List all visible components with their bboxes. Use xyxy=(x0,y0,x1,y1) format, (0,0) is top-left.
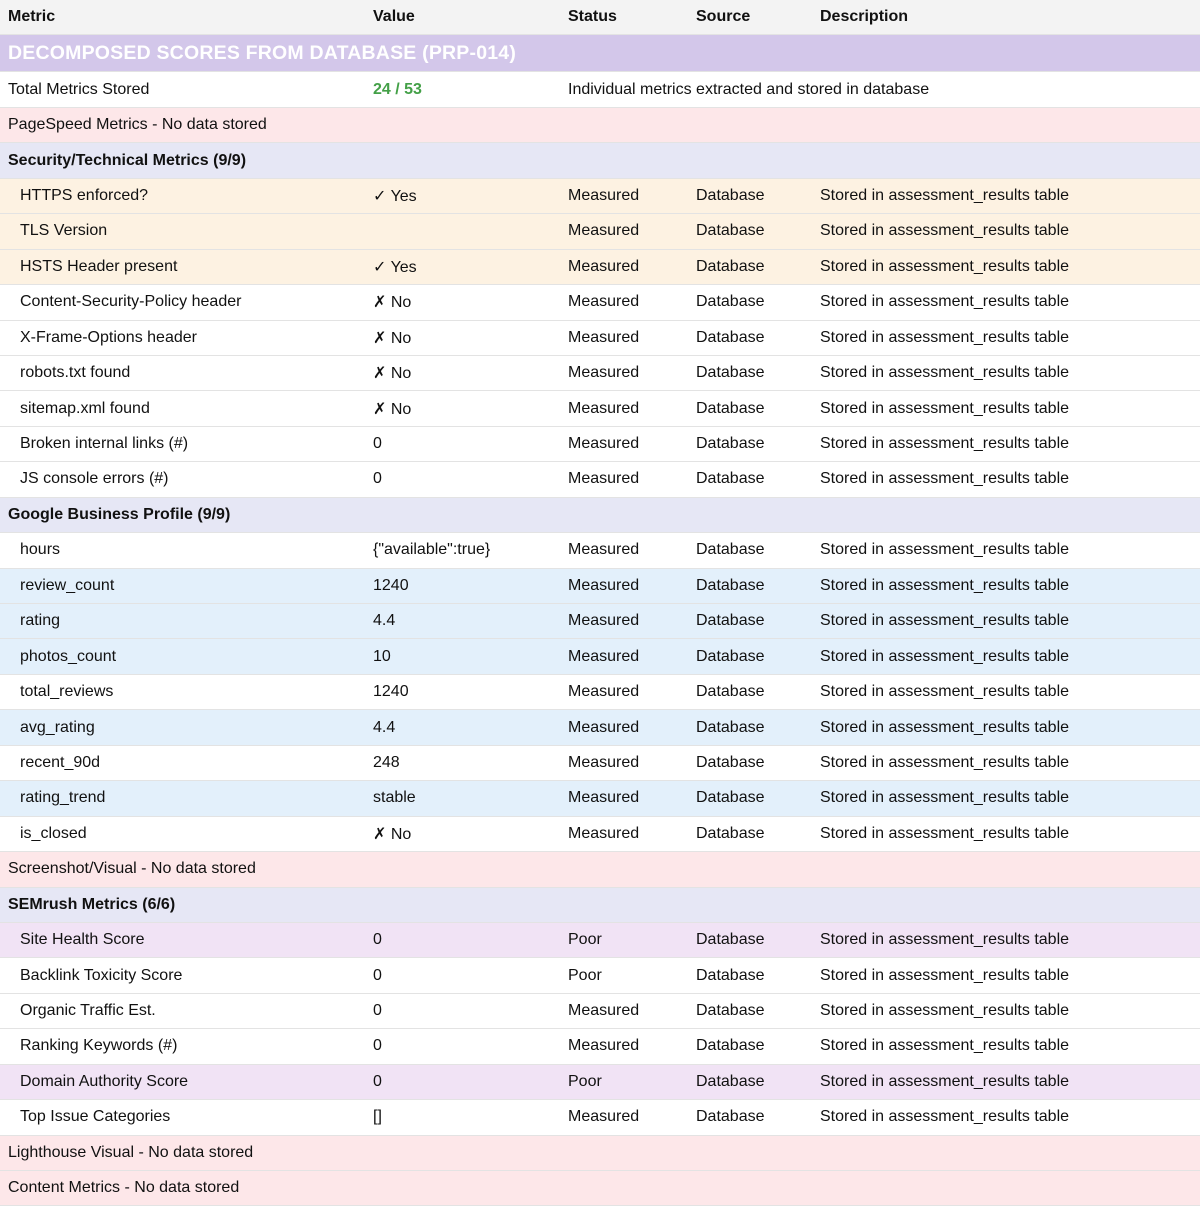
table-row xyxy=(0,746,1200,781)
table-row xyxy=(0,639,1200,674)
cell-value: 10 xyxy=(373,647,391,665)
cell-status: Measured xyxy=(568,470,640,488)
table-row xyxy=(0,675,1200,710)
nodata-row-pagespeed xyxy=(0,108,1200,143)
cell-description: Stored in assessment_results table xyxy=(820,1108,1070,1126)
cell-source: Database xyxy=(696,683,765,701)
col-header-value[interactable]: Value xyxy=(373,8,415,26)
cell-description: Stored in assessment_results table xyxy=(820,399,1070,417)
cell-metric: Site Health Score xyxy=(20,931,145,949)
table-row xyxy=(0,250,1200,285)
cell-status: Measured xyxy=(568,293,640,311)
cell-description: Stored in assessment_results table xyxy=(820,647,1070,665)
cell-metric: Top Issue Categories xyxy=(20,1108,171,1126)
banner-row xyxy=(0,35,1200,72)
table-row xyxy=(0,285,1200,320)
section-row-semrush xyxy=(0,888,1200,923)
cell-value: 4.4 xyxy=(373,612,396,630)
cell-source: Database xyxy=(696,328,765,346)
cell-metric: hours xyxy=(20,541,61,559)
section-row-security xyxy=(0,143,1200,178)
cell-value: 0 xyxy=(373,470,382,488)
table-row xyxy=(0,356,1200,391)
cell-metric: Domain Authority Score xyxy=(20,1072,189,1090)
cell-value: ✗ No xyxy=(373,294,412,312)
cell-description: Stored in assessment_results table xyxy=(820,293,1070,311)
cell-value: 0 xyxy=(373,1037,382,1055)
cell-value: 1240 xyxy=(373,683,409,701)
col-header-description[interactable]: Description xyxy=(820,8,909,26)
cell-description: Stored in assessment_results table xyxy=(820,612,1070,630)
table-header xyxy=(0,0,1200,35)
cell-description: Stored in assessment_results table xyxy=(820,718,1070,736)
cell-value: 248 xyxy=(373,753,400,771)
cell-source: Database xyxy=(696,931,765,949)
table-row xyxy=(0,321,1200,356)
cell-source: Database xyxy=(696,257,765,275)
cell-source: Database xyxy=(696,718,765,736)
cell-metric: JS console errors (#) xyxy=(20,470,169,488)
cell-source: Database xyxy=(696,1037,765,1055)
cell-metric: total_reviews xyxy=(20,683,114,701)
cell-metric: rating xyxy=(20,612,61,630)
table-row xyxy=(0,781,1200,816)
cell-description: Stored in assessment_results table xyxy=(820,931,1070,949)
col-header-source[interactable]: Source xyxy=(696,8,751,26)
nodata-row-lighthouse xyxy=(0,1136,1200,1171)
cell-description: Stored in assessment_results table xyxy=(820,683,1070,701)
cell-status: Measured xyxy=(568,576,640,594)
cell-metric: robots.txt found xyxy=(20,364,131,382)
cell-value: 0 xyxy=(373,1002,382,1020)
table-row xyxy=(0,427,1200,462)
cell-source: Database xyxy=(696,470,765,488)
table-row xyxy=(0,462,1200,497)
cell-metric: Content-Security-Policy header xyxy=(20,293,242,311)
cell-source: Database xyxy=(696,293,765,311)
cell-metric: HTTPS enforced? xyxy=(20,186,149,204)
cell-metric: TLS Version xyxy=(20,222,108,240)
col-header-metric[interactable]: Metric xyxy=(8,8,56,26)
cell-status: Measured xyxy=(568,364,640,382)
table-row xyxy=(0,604,1200,639)
summary-value: 24 / 53 xyxy=(373,80,422,98)
table-row xyxy=(0,214,1200,249)
cell-metric: X-Frame-Options header xyxy=(20,328,197,346)
cell-source: Database xyxy=(696,435,765,453)
cell-status: Measured xyxy=(568,257,640,275)
table-row xyxy=(0,994,1200,1029)
summary-row xyxy=(0,72,1200,107)
cell-metric: Ranking Keywords (#) xyxy=(20,1037,178,1055)
section-title: SEMrush Metrics (6/6) xyxy=(8,895,176,913)
cell-value: [] xyxy=(373,1108,382,1126)
table-row xyxy=(0,1100,1200,1135)
cell-metric: HSTS Header present xyxy=(20,257,178,275)
nodata-label: Content Metrics - No data stored xyxy=(8,1179,240,1197)
cell-value: ✗ No xyxy=(373,365,412,383)
nodata-label: Lighthouse Visual - No data stored xyxy=(8,1143,254,1161)
section-row-gbp xyxy=(0,498,1200,533)
cell-value: stable xyxy=(373,789,416,807)
cell-status: Measured xyxy=(568,718,640,736)
cell-source: Database xyxy=(696,1002,765,1020)
cell-description: Stored in assessment_results table xyxy=(820,1037,1070,1055)
cell-metric: avg_rating xyxy=(20,718,95,736)
cell-status: Measured xyxy=(568,1037,640,1055)
cell-value: 0 xyxy=(373,1072,382,1090)
table-row xyxy=(0,817,1200,852)
cell-source: Database xyxy=(696,576,765,594)
cell-status: Measured xyxy=(568,1108,640,1126)
cell-description: Stored in assessment_results table xyxy=(820,576,1070,594)
cell-description: Stored in assessment_results table xyxy=(820,789,1070,807)
cell-metric: rating_trend xyxy=(20,789,106,807)
cell-status: Poor xyxy=(568,931,602,949)
cell-source: Database xyxy=(696,222,765,240)
table-row xyxy=(0,958,1200,993)
cell-source: Database xyxy=(696,753,765,771)
cell-value: 0 xyxy=(373,931,382,949)
section-title: Security/Technical Metrics (9/9) xyxy=(8,151,247,169)
summary-description: Individual metrics extracted and stored in database xyxy=(568,80,930,98)
cell-status: Measured xyxy=(568,435,640,453)
cell-value: {"available":true} xyxy=(373,541,491,559)
nodata-row-content xyxy=(0,1171,1200,1206)
cell-value: ✗ No xyxy=(373,329,412,347)
cell-description: Stored in assessment_results table xyxy=(820,222,1070,240)
cell-source: Database xyxy=(696,541,765,559)
cell-status: Poor xyxy=(568,1072,602,1090)
cell-source: Database xyxy=(696,966,765,984)
cell-source: Database xyxy=(696,186,765,204)
cell-metric: Organic Traffic Est. xyxy=(20,1002,156,1020)
cell-description: Stored in assessment_results table xyxy=(820,435,1070,453)
cell-source: Database xyxy=(696,789,765,807)
cell-description: Stored in assessment_results table xyxy=(820,1072,1070,1090)
cell-metric: photos_count xyxy=(20,647,117,665)
cell-value: 4.4 xyxy=(373,718,396,736)
col-header-status[interactable]: Status xyxy=(568,8,617,26)
cell-source: Database xyxy=(696,647,765,665)
cell-status: Measured xyxy=(568,753,640,771)
cell-value: 1240 xyxy=(373,576,409,594)
summary-label: Total Metrics Stored xyxy=(8,80,150,98)
cell-metric: Broken internal links (#) xyxy=(20,435,189,453)
cell-source: Database xyxy=(696,399,765,417)
cell-source: Database xyxy=(696,824,765,842)
cell-status: Measured xyxy=(568,647,640,665)
cell-description: Stored in assessment_results table xyxy=(820,257,1070,275)
cell-metric: is_closed xyxy=(20,824,87,842)
cell-description: Stored in assessment_results table xyxy=(820,753,1070,771)
cell-status: Measured xyxy=(568,683,640,701)
cell-description: Stored in assessment_results table xyxy=(820,470,1070,488)
table-row xyxy=(0,569,1200,604)
cell-metric: sitemap.xml found xyxy=(20,399,150,417)
cell-description: Stored in assessment_results table xyxy=(820,364,1070,382)
cell-metric: recent_90d xyxy=(20,753,101,771)
cell-source: Database xyxy=(696,612,765,630)
table-row xyxy=(0,391,1200,426)
cell-status: Measured xyxy=(568,824,640,842)
cell-description: Stored in assessment_results table xyxy=(820,824,1070,842)
nodata-label: Screenshot/Visual - No data stored xyxy=(8,860,256,878)
table-row xyxy=(0,923,1200,958)
cell-status: Measured xyxy=(568,222,640,240)
banner-title: DECOMPOSED SCORES FROM DATABASE (PRP-014) xyxy=(8,41,517,64)
cell-status: Measured xyxy=(568,541,640,559)
table-row xyxy=(0,179,1200,214)
cell-status: Measured xyxy=(568,186,640,204)
cell-description: Stored in assessment_results table xyxy=(820,328,1070,346)
table-row xyxy=(0,533,1200,568)
cell-description: Stored in assessment_results table xyxy=(820,1002,1070,1020)
cell-status: Measured xyxy=(568,612,640,630)
cell-value: ✓ Yes xyxy=(373,258,417,276)
cell-description: Stored in assessment_results table xyxy=(820,541,1070,559)
cell-source: Database xyxy=(696,364,765,382)
cell-status: Measured xyxy=(568,399,640,417)
cell-value: ✗ No xyxy=(373,400,412,418)
cell-status: Measured xyxy=(568,328,640,346)
section-title: Google Business Profile (9/9) xyxy=(8,505,231,523)
cell-description: Stored in assessment_results table xyxy=(820,186,1070,204)
cell-value: ✗ No xyxy=(373,825,412,843)
table-row xyxy=(0,1065,1200,1100)
table-row xyxy=(0,1029,1200,1064)
table-row xyxy=(0,710,1200,745)
cell-status: Measured xyxy=(568,1002,640,1020)
cell-metric: review_count xyxy=(20,576,115,594)
cell-status: Measured xyxy=(568,789,640,807)
nodata-label: PageSpeed Metrics - No data stored xyxy=(8,116,267,134)
cell-description: Stored in assessment_results table xyxy=(820,966,1070,984)
cell-value: 0 xyxy=(373,966,382,984)
nodata-row-screenshot xyxy=(0,852,1200,887)
cell-source: Database xyxy=(696,1072,765,1090)
cell-value: ✓ Yes xyxy=(373,187,417,205)
cell-source: Database xyxy=(696,1108,765,1126)
cell-metric: Backlink Toxicity Score xyxy=(20,966,183,984)
cell-value: 0 xyxy=(373,435,382,453)
cell-status: Poor xyxy=(568,966,602,984)
